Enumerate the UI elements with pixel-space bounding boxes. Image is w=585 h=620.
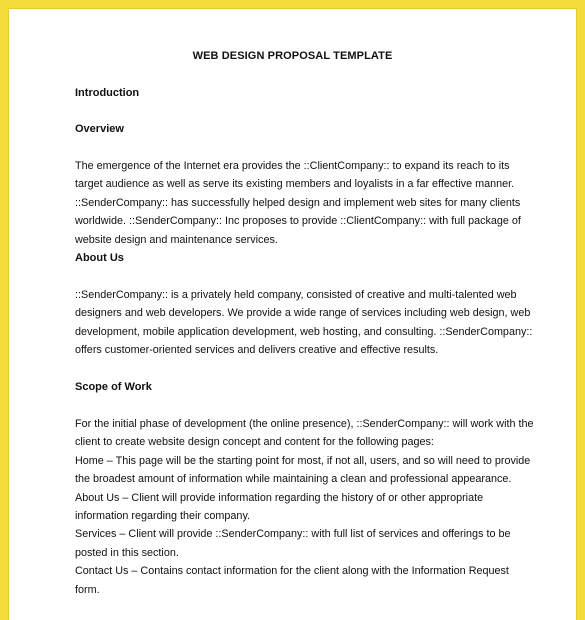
- text-line: posted in this section.: [75, 546, 179, 559]
- text-line: offers customer-oriented services and delivers creative and effective results.: [75, 344, 439, 357]
- text-line: development, mobile application development, web hosting, and consulting. ::SenderCompany::: [75, 325, 533, 338]
- text-line: client to create website design concept and content for the following pages:: [75, 436, 434, 449]
- text-line: ::SenderCompany:: is a privately held company, consisted of creative and multi-talented web: [75, 289, 517, 301]
- text-line: worldwide. ::SenderCompany:: Inc proposes to provide ::ClientCompany:: with full package of: [75, 215, 521, 228]
- text-line: information regarding their company.: [75, 510, 251, 523]
- text-line: Services – Client will provide ::SenderCompany:: with full list of services and offerings to be: [75, 528, 511, 541]
- scope-heading: Scope of Work: [75, 381, 152, 393]
- overview-heading: Overview: [75, 123, 124, 135]
- text-line: The emergence of the Internet era provides the ::ClientCompany:: to expand its reach to its: [75, 160, 510, 172]
- text-line: website design and maintenance services.: [75, 233, 278, 246]
- text-line: About Us – Client will provide information regarding the history of or other appropriate: [75, 491, 484, 504]
- introduction-heading: Introduction: [75, 87, 140, 99]
- text-line: For the initial phase of development (the online presence), ::SenderCompany:: will work with the: [75, 418, 534, 430]
- document-page: [8, 8, 577, 620]
- text-line: designers and web developers. We provide a wide range of services including web design, web: [75, 307, 531, 320]
- text-line: the broadest amount of information while maintaining a clean and professional appearance.: [75, 473, 512, 486]
- text-line: ::SenderCompany:: has successfully helped design and implement web sites for many clients: [75, 196, 521, 209]
- text-line: form.: [75, 583, 100, 596]
- about-heading: About Us: [75, 252, 124, 264]
- text-line: Home – This page will be the starting point for most, if not all, users, and so will need to provide: [75, 454, 531, 467]
- text-line: target audience as well as serve its existing members and loyalists in a far effective manner.: [75, 178, 515, 191]
- overview-paragraph: [75, 157, 535, 249]
- scope-paragraph: [75, 415, 535, 599]
- about-paragraph: [75, 286, 535, 360]
- document-title: WEB DESIGN PROPOSAL TEMPLATE: [192, 50, 393, 62]
- text-line: Contact Us – Contains contact information for the client along with the Information Request: [75, 565, 509, 578]
